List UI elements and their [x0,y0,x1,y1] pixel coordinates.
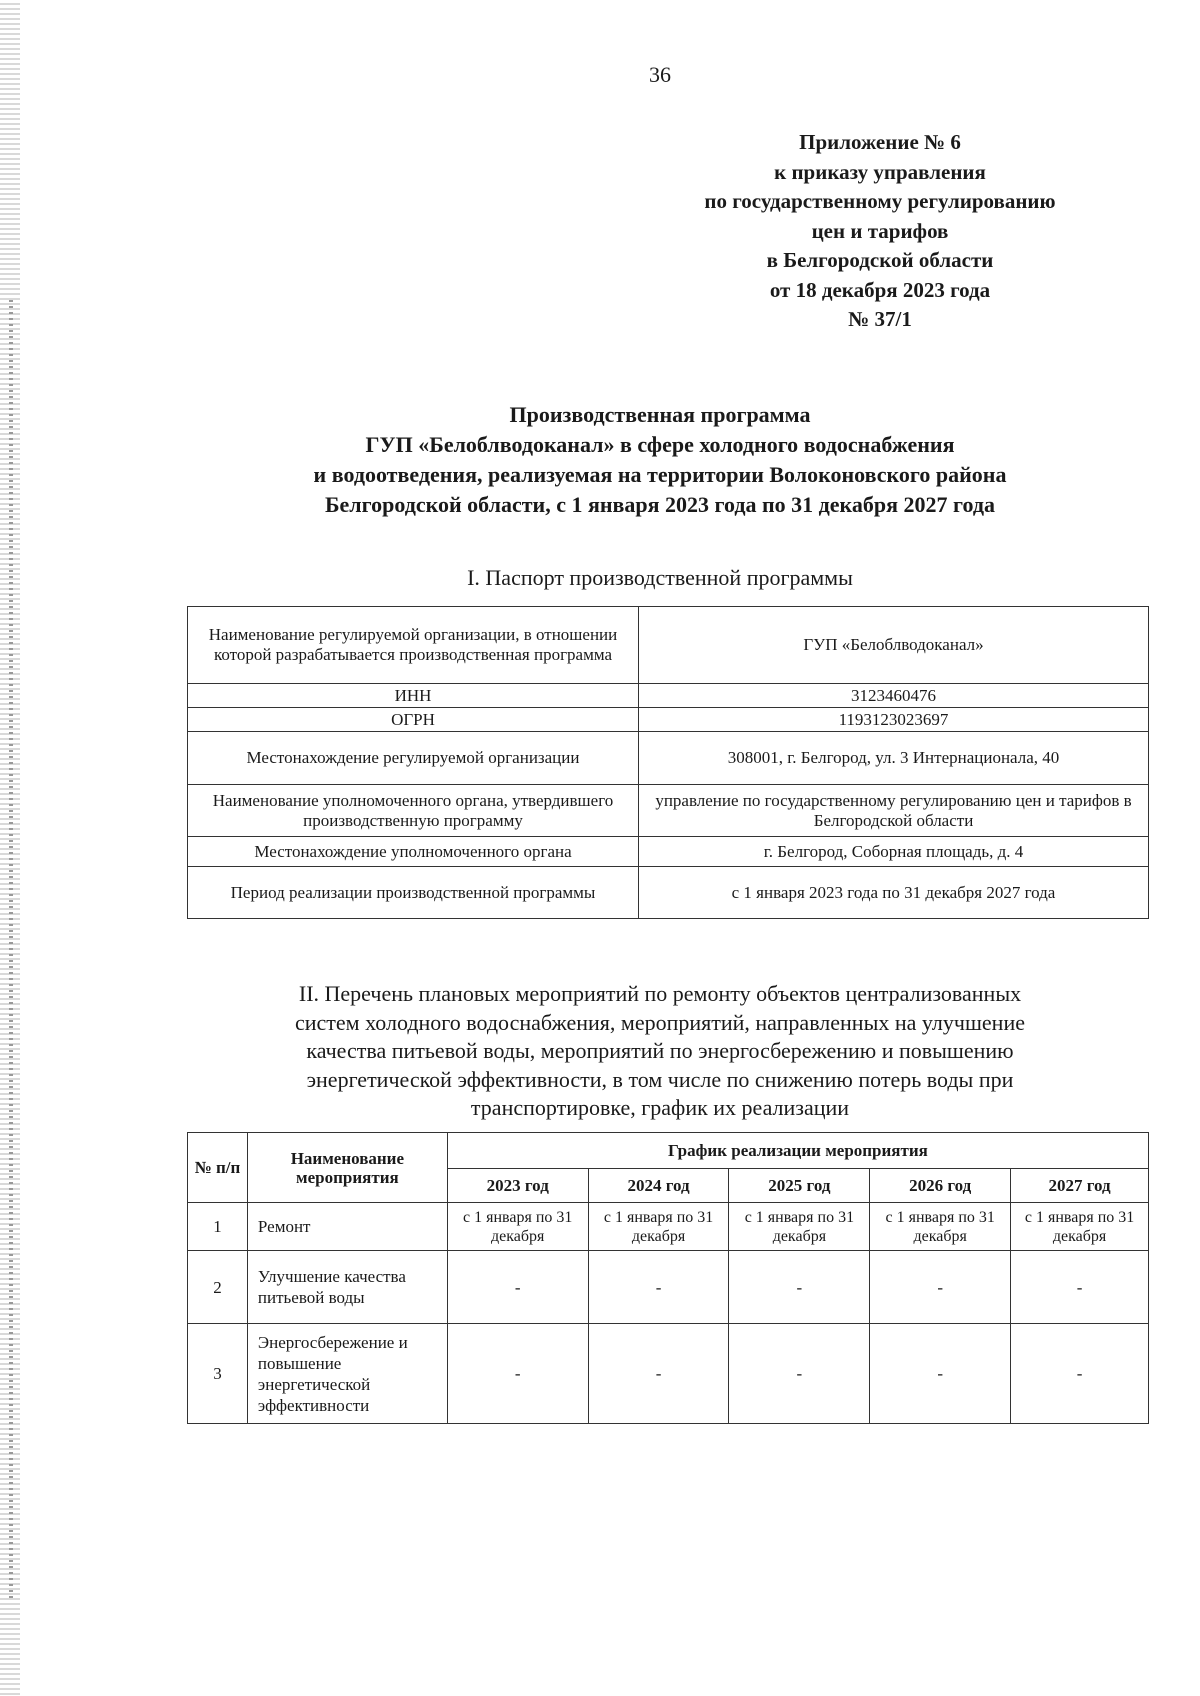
section2-title [170,980,1150,1123]
row-name: Ремонт [247,1203,447,1251]
passport-label: Период реализации производственной программы [188,867,639,919]
header-name: Наименование мероприятия [247,1133,447,1203]
scan-edge-artifact [0,0,20,1696]
row-num: 3 [188,1324,248,1424]
schedule-cell: - [1011,1251,1149,1324]
passport-value: 1193123023697 [639,708,1149,732]
table-row [188,1324,1149,1424]
section2-title-line: II. Перечень плановых мероприятий по ремонту объектов централизованных [298,981,1022,1006]
title-line: ГУП «Белоблводоканал» в сфере холодного водоснабжения [365,432,955,457]
schedule-cell: с 1 января по 31 декабря [729,1203,870,1251]
appendix-header [620,128,1140,335]
title-line: Производственная программа [509,402,811,427]
row-name: Энергосбережение и повышение энергетической эффективности [247,1324,447,1424]
section1-title: I. Паспорт производственной программы [467,565,853,590]
appendix-line: к приказу управления [774,159,986,184]
title-line: Белгородской области, с 1 января 2023 года по 31 декабря 2027 года [325,492,995,517]
row-num: 2 [188,1251,248,1324]
row-name: Улучшение качества питьевой воды [247,1251,447,1324]
page-number: 36 [649,62,671,87]
table-row [188,607,1149,684]
table-row [188,867,1149,919]
passport-label: Местонахождение регулируемой организации [188,732,639,785]
schedule-cell: с 1 января по 31 декабря [1011,1203,1149,1251]
passport-label: ИНН [188,684,639,708]
header-year: 2027 год [1011,1169,1149,1203]
table-row [188,708,1149,732]
header-year: 2026 год [870,1169,1011,1203]
appendix-line: по государственному регулированию [704,189,1056,213]
appendix-line: от 18 декабря 2023 года [769,277,991,302]
schedule-cell: - [729,1324,870,1424]
passport-value: 308001, г. Белгород, ул. 3 Интернационала, 40 [639,732,1149,785]
schedule-cell: с 1 января по 31 декабря [588,1203,729,1251]
section2-title-line: систем холодного водоснабжения, мероприятий, направленных на улучшение [295,1009,1025,1035]
passport-label: ОГРН [188,708,639,732]
passport-value: ГУП «Белоблводоканал» [639,607,1149,684]
header-year: 2024 год [588,1169,729,1203]
schedule-cell: - [447,1324,588,1424]
table-row [188,785,1149,837]
table-row [188,837,1149,867]
table-row [188,732,1149,785]
schedule-cell: - [588,1324,729,1424]
events-table [187,1132,1149,1424]
schedule-cell: с 1 января по 31 декабря [870,1203,1011,1251]
header-schedule: График реализации мероприятия [447,1133,1148,1169]
schedule-cell: с 1 января по 31 декабря [447,1203,588,1251]
appendix-line: № 37/1 [848,307,912,331]
appendix-line: Приложение № 6 [799,130,961,154]
document-title [170,400,1150,520]
passport-table [187,606,1149,919]
section2-title-line: энергетической эффективности, в том числе по снижению потерь воды при [306,1066,1014,1092]
passport-value: с 1 января 2023 года по 31 декабря 2027 года [639,867,1149,919]
schedule-cell: - [1011,1324,1149,1424]
row-num: 1 [188,1203,248,1251]
passport-label: Местонахождение уполномоченного органа [188,837,639,867]
section2-title-line: транспортировке, график их реализации [470,1095,850,1120]
passport-value: управление по государственному регулированию цен и тарифов в Белгородской области [639,785,1149,837]
table-row [188,1251,1149,1324]
schedule-cell: - [729,1251,870,1324]
schedule-cell: - [870,1251,1011,1324]
header-year: 2023 год [447,1169,588,1203]
passport-value: 3123460476 [639,684,1149,708]
table-header-row [188,1133,1149,1169]
table-row [188,1203,1149,1251]
passport-label: Наименование регулируемой организации, в отношении которой разрабатывается производственная программа [188,607,639,684]
passport-value: г. Белгород, Соборная площадь, д. 4 [639,837,1149,867]
header-year: 2025 год [729,1169,870,1203]
passport-label: Наименование уполномоченного органа, утвердившего производственную программу [188,785,639,837]
schedule-cell: - [588,1251,729,1324]
appendix-line: цен и тарифов [811,218,949,243]
title-line: и водоотведения, реализуемая на территории Волоконовского района [313,462,1007,487]
table-row [188,684,1149,708]
schedule-cell: - [447,1251,588,1324]
appendix-line: в Белгородской области [766,248,994,272]
header-num: № п/п [188,1133,248,1203]
section2-title-line: качества питьевой воды, мероприятий по энергосбережению и повышению [306,1038,1014,1063]
schedule-cell: - [870,1324,1011,1424]
